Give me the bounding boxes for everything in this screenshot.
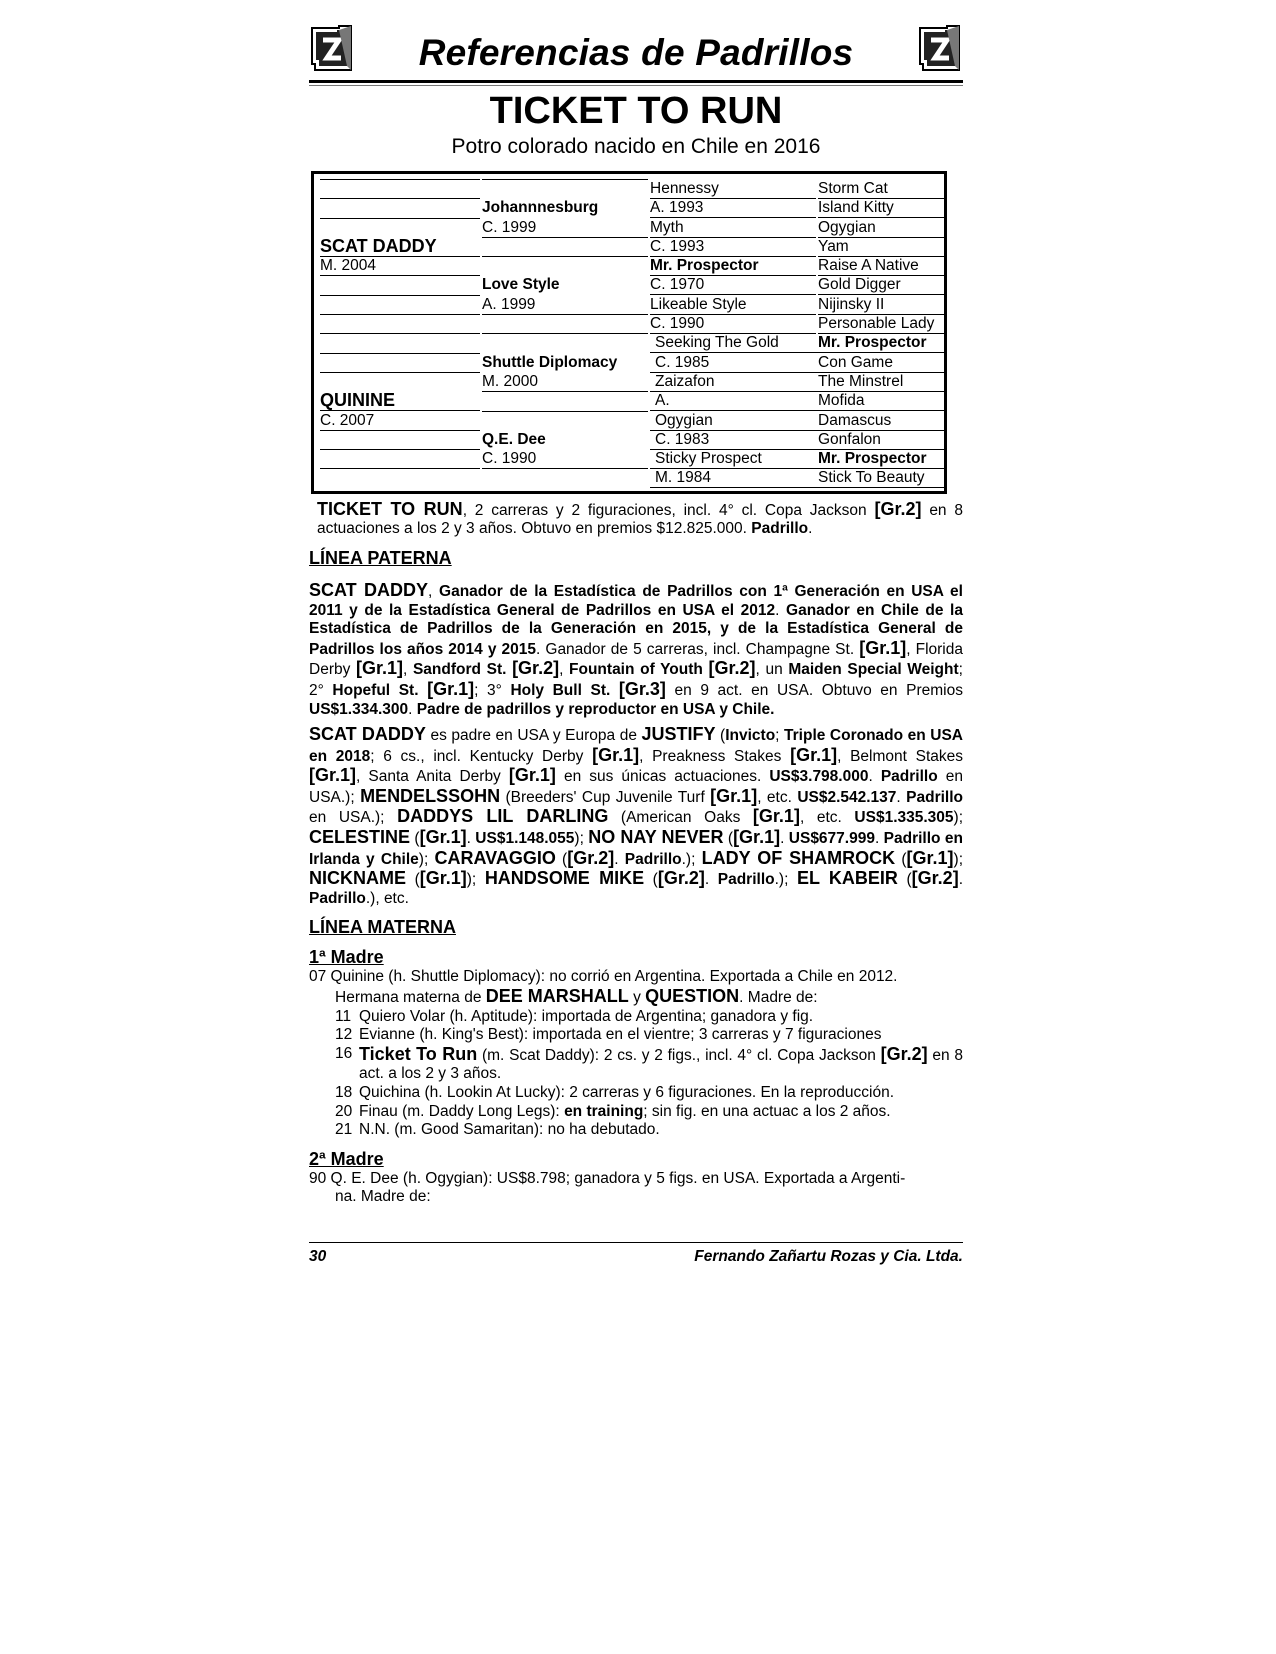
pedigree-row [320, 468, 938, 487]
header-rule [309, 80, 963, 83]
grade-label: [Gr.3] [618, 678, 666, 699]
bold-text: Padrillo [624, 850, 682, 868]
bold-text: Ganador en Chile de la Estadística de Padrillos de la Generación en 2015, y de la Estadística General de Padrillos los años 2014 y 2015 [309, 601, 963, 658]
summary-horse-name: TICKET TO RUN [317, 498, 463, 519]
pedigree-row [320, 353, 938, 372]
page-number: 30 [309, 1248, 327, 1265]
text: . [614, 850, 625, 868]
offspring-name: EL KABEIR [796, 868, 898, 889]
pedigree-row [320, 314, 938, 333]
bold-text: Hopeful St. [332, 681, 419, 699]
first-dam-line: 07 Quinine (h. Shuttle Diplomacy): no corrió en Argentina. Exportada a Chile en 2012. [309, 968, 898, 986]
offspring-text [359, 1103, 963, 1122]
offspring-text [359, 1045, 963, 1084]
text: , Preakness Stakes [639, 747, 791, 765]
offspring-name: LADY OF SHAMROCK [701, 847, 896, 868]
section-heading-materna: LÍNEA MATERNA [309, 917, 456, 938]
pedigree-cell [320, 179, 480, 180]
offspring-year: 21 [335, 1121, 353, 1139]
bold-text: en training [564, 1102, 644, 1120]
pedigree-cell: C. 1993 [650, 237, 816, 257]
text: .); [681, 850, 702, 868]
pedigree-cell [320, 295, 480, 296]
offspring-name: NICKNAME [309, 868, 406, 889]
pedigree-cell: Mr. Prospector [818, 333, 946, 353]
grade-label: [Gr.1] [355, 658, 403, 679]
bold-text: US$1.148.055 [475, 830, 575, 848]
bold-text: Padrillo [880, 768, 938, 786]
pedigree-cell: Love Style [482, 276, 560, 294]
pedigree-cell [482, 468, 648, 469]
bold-text: US$3.798.000 [769, 768, 869, 786]
text: , [428, 582, 440, 600]
sibling-name: QUESTION [645, 986, 740, 1007]
offspring-year: 20 [335, 1102, 353, 1120]
sire-name: SCAT DADDY [309, 724, 426, 745]
pedigree-table [311, 171, 947, 494]
bold-text: Maiden Special Weight [788, 661, 959, 679]
grade-label: [Gr.2] [708, 658, 756, 679]
text: , Florida Derby [309, 640, 963, 679]
pedigree-row [320, 237, 938, 256]
summary-text: , 2 carreras y 2 figuraciones, incl. 4° cl. Copa Jackson [462, 501, 875, 519]
pedigree-row [320, 295, 938, 314]
grade-label: [Gr.1] [508, 765, 556, 786]
offspring-text: Quiero Volar (h. Aptitude): importada de Argentina; ganadora y fig. [359, 1007, 814, 1025]
offspring-entry [309, 1045, 963, 1084]
pedigree-cell: SCAT DADDY [320, 237, 480, 257]
grade-label: [Gr.1] [419, 868, 467, 889]
pedigree-cell: Mr. Prospector [818, 449, 946, 469]
text: Finau (m. Daddy Long Legs): [359, 1102, 565, 1120]
text: ); [466, 871, 485, 889]
text: . Madre de: [739, 989, 818, 1007]
offspring-text: Quichina (h. Lookin At Lucky): 2 carreras y 6 figuraciones. En la reproducción. [359, 1084, 895, 1101]
footer-rule [309, 1242, 963, 1243]
text: es padre en USA y Europa de [425, 727, 642, 745]
text: ( [410, 830, 420, 848]
text: ); [953, 850, 963, 868]
offspring-year: 11 [335, 1007, 352, 1025]
horse-summary [309, 500, 963, 539]
offspring-text: N.N. (m. Good Samaritan): no ha debutado. [359, 1121, 660, 1139]
pedigree-cell [320, 353, 480, 354]
bold-text: Sandford St. [412, 661, 507, 679]
text: .); [774, 871, 797, 889]
pedigree-cell: C. 1999 [482, 218, 648, 238]
pedigree-row [320, 256, 938, 275]
grade-label: [Gr.1] [419, 827, 467, 848]
grade-label: [Gr.1] [309, 765, 357, 786]
section-heading-paterna: LÍNEA PATERNA [309, 547, 452, 568]
bold-text: Holy Bull St. [510, 681, 611, 699]
summary-padrillo: Padrillo [751, 520, 809, 538]
pedigree-cell: Sticky Prospect [650, 449, 821, 469]
bold-text: Fountain of Youth [569, 661, 703, 679]
text: ( [715, 727, 726, 745]
text: (m. Scat Daddy): 2 cs. y 2 figs., incl. 4° cl. Copa Jackson [477, 1046, 881, 1064]
text: . [896, 788, 907, 806]
offspring-entry [309, 1121, 963, 1140]
pedigree-cell [320, 314, 480, 315]
pedigree-cell: Personable Lady [818, 314, 946, 334]
grade-label: [Gr.1] [752, 806, 800, 827]
pedigree-cell: C. 1990 [650, 314, 816, 334]
pedigree-cell [320, 468, 480, 469]
pedigree-cell: Shuttle Diplomacy [482, 353, 618, 371]
header-rule-thin [309, 85, 963, 86]
pedigree-cell: Likeable Style [650, 295, 816, 315]
offspring-text: Evianne (h. King's Best): importada en el vientre; 3 carreras y 7 figuraciones [359, 1026, 882, 1044]
text: en USA.); [309, 809, 398, 827]
pedigree-cell [482, 411, 648, 412]
bold-text: US$1.334.300 [309, 700, 409, 718]
pedigree-cell: Yam [818, 237, 946, 257]
pedigree-row [320, 449, 938, 468]
text: . [874, 830, 884, 848]
pedigree-row [320, 391, 938, 410]
text: Hermana materna de [335, 989, 486, 1007]
text [419, 682, 428, 699]
pedigree-cell: M. 2004 [320, 257, 377, 275]
pedigree-cell: Nijinsky II [818, 295, 946, 315]
pedigree-cell: C. 1985 [650, 353, 821, 373]
heading-first-dam: 1ª Madre [309, 947, 384, 968]
second-dam-continuation: na. Madre de: [335, 1188, 431, 1206]
text: ( [555, 850, 568, 868]
pedigree-cell [320, 275, 480, 276]
pedigree-row [320, 372, 938, 391]
paterna-paragraph-2 [309, 725, 963, 908]
pedigree-cell: Raise A Native [818, 256, 946, 276]
sire-name: SCAT DADDY [309, 579, 429, 600]
pedigree-cell: Ogygian [650, 411, 821, 431]
grade-label: [Gr.1] [733, 827, 781, 848]
pedigree-cell [320, 333, 480, 334]
text: , un [755, 661, 789, 679]
text: ; sin fig. en una actuac a los 2 años. [643, 1102, 891, 1120]
text: ( [895, 850, 907, 868]
pedigree-cell: Con Game [818, 353, 946, 373]
offspring-name: HANDSOME MIKE [484, 868, 645, 889]
pedigree-cell: Stick To Beauty [818, 468, 946, 488]
second-dam-entry [309, 1170, 963, 1207]
offspring-name: CARAVAGGIO [434, 847, 556, 868]
text: , [403, 661, 413, 679]
text: ( [723, 830, 734, 848]
text: ; [775, 727, 785, 745]
pedigree-cell: M. 2000 [482, 372, 648, 392]
logo-icon [917, 24, 963, 74]
bold-text: US$2.542.137 [797, 788, 897, 806]
bold-text: Padre de padrillos y reproductor en USA y Chile. [416, 700, 775, 718]
sibling-name: DEE MARSHALL [485, 986, 629, 1007]
text: . [958, 871, 963, 889]
pedigree-cell [320, 372, 480, 373]
pedigree-cell: Storm Cat [818, 179, 946, 199]
text: (American Oaks [608, 809, 753, 827]
bold-text: Padrillo en Irlanda y Chile [309, 830, 963, 868]
text: en sus únicas actuaciones. [555, 768, 770, 786]
grade-label: [Gr.2] [874, 498, 922, 519]
pedigree-cell: Mr. Prospector [650, 256, 816, 276]
text: ( [897, 871, 912, 889]
summary-text: . [808, 520, 813, 538]
pedigree-cell [482, 333, 648, 334]
pedigree-row [320, 179, 938, 198]
text: . [408, 700, 417, 718]
grade-label: [Gr.2] [911, 868, 959, 889]
offspring-year: 18 [335, 1084, 353, 1101]
pedigree-cell [482, 256, 648, 257]
text: en 8 act. a los 2 y 3 años. [359, 1046, 963, 1083]
pedigree-cell: C. 1983 [650, 430, 821, 450]
bold-text: Padrillo [309, 889, 366, 907]
offspring-name: NO NAY NEVER [588, 827, 724, 848]
pedigree-row [320, 411, 938, 430]
pedigree-cell: C. 1990 [482, 449, 648, 469]
grade-label: [Gr.2] [567, 847, 615, 868]
text: ; 6 cs., incl. Kentucky Derby [370, 747, 593, 765]
bold-text: Padrillo [906, 788, 963, 806]
text: en USA.); [309, 768, 963, 806]
horse-description: Potro colorado nacido en Chile en 2016 [451, 135, 821, 158]
pedigree-row [320, 198, 938, 217]
grade-label: [Gr.1] [790, 744, 838, 765]
text: ); [574, 830, 589, 848]
bold-text: US$1.335.305 [854, 809, 954, 827]
text: .), etc. [365, 889, 409, 907]
text: ); [418, 850, 435, 868]
bold-text: Triple Coronado en USA en 2018 [309, 727, 964, 765]
pedigree-cell [482, 179, 648, 180]
page [309, 22, 963, 1207]
text: ; 3° [474, 681, 511, 699]
grade-label: [Gr.2] [880, 1043, 928, 1064]
offspring-name: Ticket To Run [359, 1043, 478, 1064]
pedigree-cell: The Minstrel [818, 372, 946, 392]
offspring-year: 16 [335, 1044, 353, 1062]
text [610, 682, 619, 699]
pedigree-row [320, 430, 938, 449]
pedigree-cell: Damascus [818, 411, 946, 431]
footer-company: Fernando Zañartu Rozas y Cia. Ltda. [694, 1248, 963, 1265]
pedigree-cell: Johannnesburg [482, 199, 599, 217]
pedigree-cell: QUININE [320, 391, 480, 411]
text: , Santa Anita Derby [356, 768, 509, 786]
offspring-name: CELESTINE [309, 827, 411, 848]
text: . [466, 830, 476, 848]
pedigree-cell [482, 391, 648, 392]
offspring-name: DADDYS LIL DARLING [397, 806, 609, 827]
grade-label: [Gr.1] [710, 785, 758, 806]
text: en 9 act. en USA. Obtuvo en Premios [665, 681, 963, 699]
text: ( [406, 871, 420, 889]
pedigree-cell [320, 198, 480, 199]
text: y [628, 989, 646, 1007]
text: ( [644, 871, 658, 889]
pedigree-cell [320, 430, 480, 431]
bold-text: Padrillo [717, 871, 775, 889]
offspring-year: 12 [335, 1026, 353, 1044]
offspring-entry [309, 1084, 963, 1103]
bold-text: US$677.999 [788, 830, 875, 848]
offspring-name: MENDELSSOHN [360, 785, 501, 806]
grade-label: [Gr.1] [427, 678, 475, 699]
pedigree-row [320, 275, 938, 294]
grade-label: [Gr.2] [657, 868, 705, 889]
text: , [559, 661, 570, 679]
grade-label: [Gr.2] [512, 658, 560, 679]
page-header [309, 22, 963, 82]
bold-text: Invicto [725, 727, 776, 745]
paterna-paragraph-1 [309, 581, 963, 719]
text: . Ganador de 5 carreras, incl. Champagne St. [536, 640, 860, 658]
pedigree-cell: A. 1999 [482, 295, 648, 315]
second-dam-line: 90 Q. E. Dee (h. Ogygian): US$8.798; ganadora y 5 figs. en USA. Exportada a Argenti- [309, 1169, 906, 1187]
bold-text: Ganador de la Estadística de Padrillos con 1ª Generación en USA el 2011 y de la Estadística General de Padrillos en USA el 2012 [309, 582, 963, 619]
text: . [868, 768, 881, 786]
text: ; 2° [309, 661, 963, 699]
pedigree-cell: Zaizafon [650, 372, 821, 392]
header-title: Referencias de Padrillos [418, 32, 854, 73]
pedigree-cell: Hennessy [650, 179, 816, 199]
pedigree-row [320, 333, 938, 352]
grade-label: [Gr.1] [859, 637, 907, 658]
pedigree-cell [320, 449, 480, 450]
pedigree-cell [320, 218, 480, 219]
text: , etc. [799, 809, 855, 827]
horse-name: TICKET TO RUN [489, 90, 783, 132]
text: . [780, 830, 789, 848]
pedigree-cell: A. 1993 [650, 198, 816, 218]
heading-second-dam: 2ª Madre [309, 1148, 384, 1169]
pedigree-cell: Mofida [818, 391, 946, 411]
pedigree-cell: Ogygian [818, 218, 946, 238]
pedigree-cell: Gonfalon [818, 430, 946, 450]
text: ); [953, 809, 963, 827]
pedigree-row [320, 218, 938, 237]
grade-label: [Gr.1] [906, 847, 954, 868]
pedigree-cell [482, 314, 648, 315]
pedigree-cell [482, 237, 648, 238]
first-dam-continuation [309, 987, 963, 1008]
offspring-name: JUSTIFY [641, 724, 716, 745]
text: . [704, 871, 718, 889]
grade-label: [Gr.1] [592, 744, 640, 765]
pedigree-cell: Gold Digger [818, 275, 946, 295]
pedigree-cell: A. [650, 391, 821, 411]
pedigree-cell: Myth [650, 218, 816, 238]
offspring-entry [309, 1103, 963, 1122]
text: , Belmont Stakes [837, 747, 964, 765]
first-dam-entry [309, 968, 963, 1139]
offspring-entry [309, 1008, 963, 1027]
offspring-entry [309, 1026, 963, 1045]
pedigree-cell: Q.E. Dee [482, 430, 546, 448]
summary-text: en 8 actuaciones a los 2 y 3 años. Obtuvo en premios $12.825.000. [317, 501, 963, 538]
text: (Breeders' Cup Juvenile Turf [500, 788, 711, 806]
pedigree-cell: Seeking The Gold [650, 333, 821, 353]
pedigree-cell: Island Kitty [818, 198, 946, 218]
pedigree-cell: C. 2007 [320, 411, 375, 429]
text: . [775, 601, 787, 619]
text: , etc. [757, 788, 798, 806]
pedigree-cell: C. 1970 [650, 275, 816, 295]
pedigree-cell: M. 1984 [650, 468, 821, 488]
